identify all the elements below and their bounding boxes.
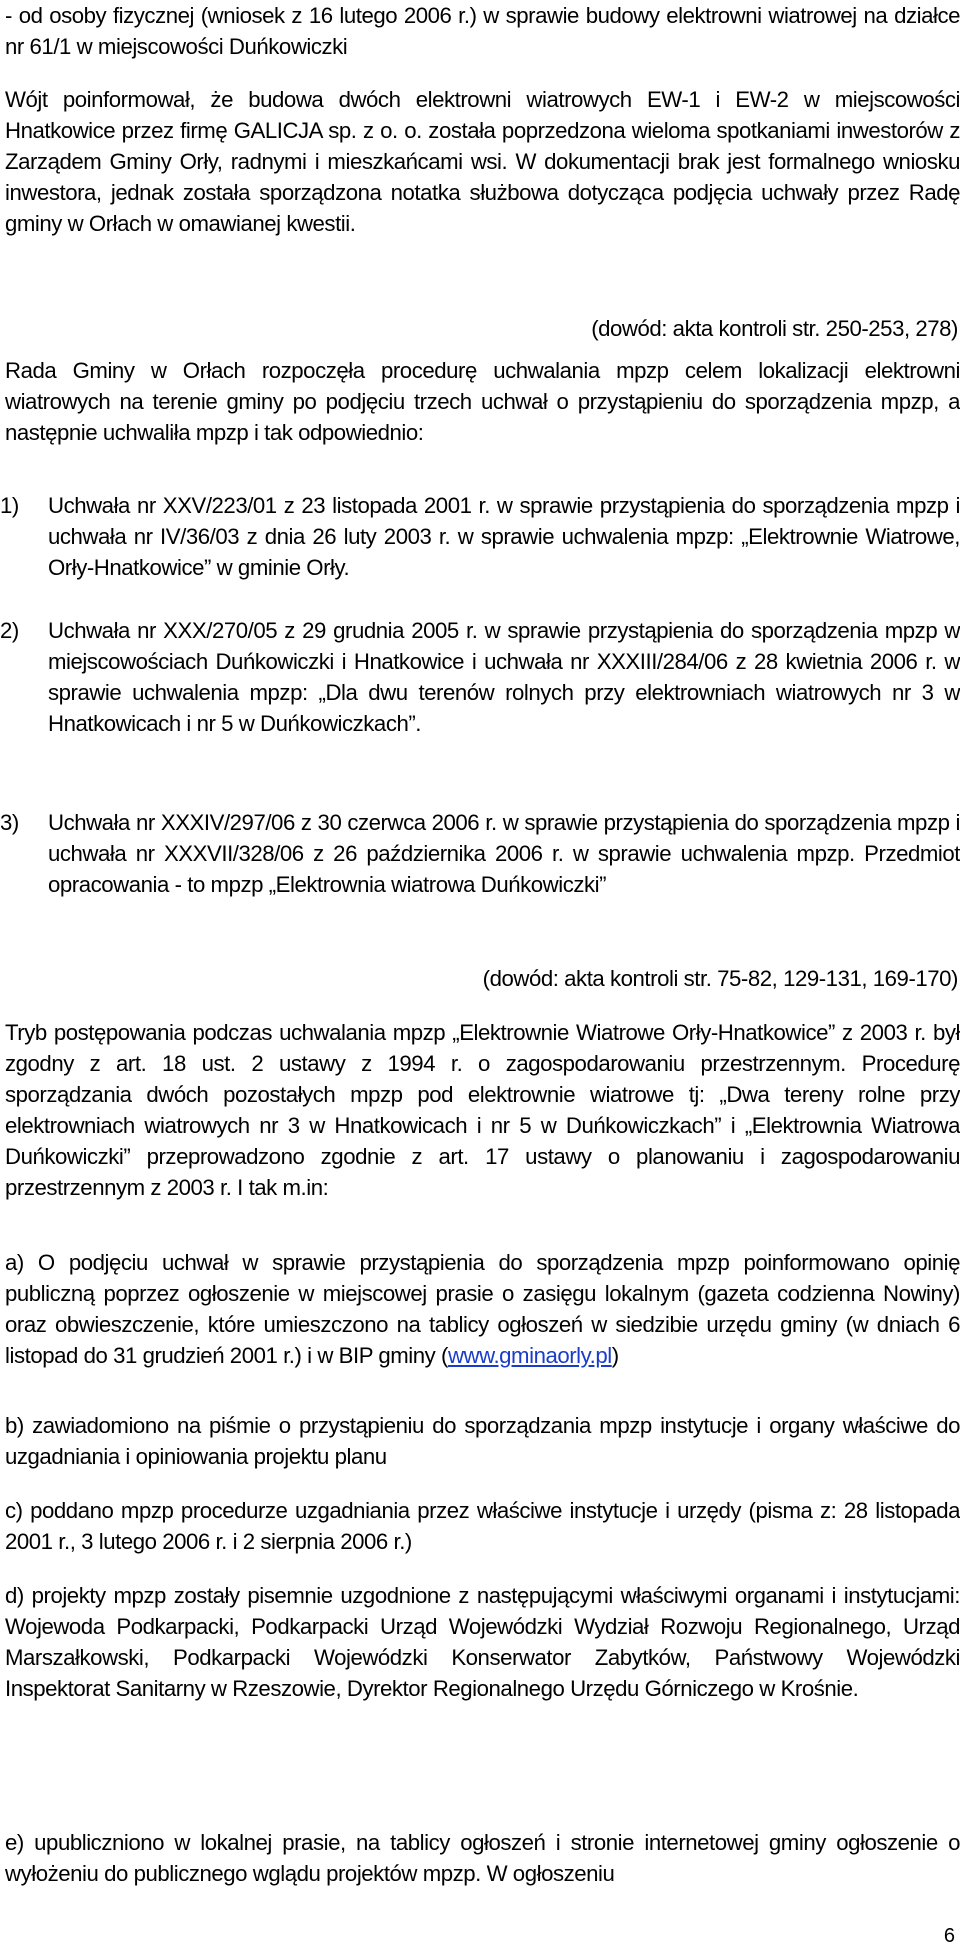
- list-item-text: Uchwała nr XXX/270/05 z 29 grudnia 2005 r. w sprawie przystąpienia do sporządzenia mpzp w miejscowościach Duńkowiczki i Hnatkowice i uchwała nr XXXIII/284/06 z 28 kwietnia 2006 r. w sprawie uchwalenia mpzp: „Dla dwu terenów rolnych przy elektrowniach wiatrowych nr 3 w Hnatkowicach i nr 5 w Duńkowiczkach”.: [48, 618, 960, 736]
- list-item: [0, 807, 960, 900]
- paragraph-procedure-mode: Tryb postępowania podczas uchwalania mpzp „Elektrownie Wiatrowe Orły-Hnatkowice” z 2003 r. był zgodny z art. 18 ust. 2 ustawy z 1994 r. o zagospodarowaniu przestrzennym. Procedurę sporządzania dwóch pozostałych mpzp pod elektrownie wiatrowe tj: „Dwa tereny rolne przy elektrowniach wiatrowych nr 3 w Hnatkowicach i nr 5 w Duńkowiczkach” i „Elektrownia Wiatrowa Duńkowiczki” przeprowadzono zgodnie z art. 17 ustawy o planowaniu i zagospodarowaniu przestrzennym z 2003 r. I tak m.in:: [5, 1020, 960, 1200]
- item-a-public-notice: [5, 1247, 960, 1371]
- item-a-text: a) O podjęciu uchwał w sprawie przystąpienia do sporządzenia mpzp poinformowano opinię publiczną poprzez ogłoszenie w miejscowej prasie o zasięgu lokalnym (gazeta codzienna Nowiny) oraz obwieszczenie, które umieszczono na tablicy ogłoszeń w siedzibie urzędu gminy (w dniach 6 listopad do 31 grudzień 2001 r.) i w BIP gminy (: [5, 1250, 960, 1368]
- paragraph-rada-procedure: Rada Gminy w Orłach rozpoczęła procedurę uchwalania mpzp celem lokalizacji elektrowni wiatrowych na terenie gminy po podjęciu trzech uchwał o przystąpieniu do sporządzenia mpzp, a następnie uchwaliła mpzp i tak odpowiednio:: [5, 358, 960, 445]
- evidence-reference-1: (dowód: akta kontroli str. 250-253, 278): [591, 316, 958, 341]
- item-e-publication: e) upubliczniono w lokalnej prasie, na tablicy ogłoszeń i stronie internetowej gminy ogłoszenie o wyłożeniu do publicznego wglądu projektów mpzp. W ogłoszeniu: [5, 1830, 960, 1886]
- item-d-agreements: d) projekty mpzp zostały pisemnie uzgodnione z następującymi właściwymi organami i instytucjami: Wojewoda Podkarpacki, Podkarpacki Urząd Wojewódzki Wydział Rozwoju Regionalnego, Urząd Marszałkowski, Podkarpacki Wojewódzki Konserwator Zabytków, Państwowy Wojewódzki Inspektorat Sanitarny w Rzeszowie, Dyrektor Regionalnego Urzędu Górniczego w Krośnie.: [5, 1583, 960, 1701]
- list-item: [0, 615, 960, 739]
- item-a-tail: ): [611, 1343, 619, 1368]
- paragraph-intro-request: - od osoby fizycznej (wniosek z 16 lutego 2006 r.) w sprawie budowy elektrowni wiatrowej na działce nr 61/1 w miejscowości Duńkowiczki: [5, 3, 960, 59]
- page-number: 6: [943, 1925, 955, 1947]
- list-number: 2): [0, 618, 19, 643]
- paragraph-wojt-information: Wójt poinformował, że budowa dwóch elektrowni wiatrowych EW-1 i EW-2 w miejscowości Hnatkowice przez firmę GALICJA sp. z o. o. została poprzedzona wieloma spotkaniami inwestorów z Zarządem Gminy Orły, radnymi i mieszkańcami wsi. W dokumentacji brak jest formalnego wniosku inwestora, jednak została sporządzona notatka służbowa dotycząca podjęcia uchwały przez Radę gminy w Orłach w omawianej kwestii.: [5, 87, 960, 236]
- list-number: 1): [0, 493, 19, 518]
- evidence-reference-2: (dowód: akta kontroli str. 75-82, 129-131, 169-170): [482, 966, 958, 991]
- item-c-agreement-procedure: c) poddano mpzp procedurze uzgadniania przez właściwe instytucje i urzędy (pisma z: 28 listopada 2001 r., 3 lutego 2006 r. i 2 sierpnia 2006 r.): [5, 1498, 960, 1554]
- bip-website-link[interactable]: www.gminaorly.pl: [447, 1343, 612, 1368]
- list-item: [0, 490, 960, 583]
- item-b-notification: b) zawiadomiono na piśmie o przystąpieniu do sporządzania mpzp instytucje i organy właściwe do uzgadniania i opiniowania projektu planu: [5, 1413, 960, 1469]
- list-item-text: Uchwała nr XXV/223/01 z 23 listopada 2001 r. w sprawie przystąpienia do sporządzenia mpzp i uchwała nr IV/36/03 z dnia 26 luty 2003 r. w sprawie uchwalenia mpzp: „Elektrownie Wiatrowe, Orły-Hnatkowice” w gminie Orły.: [48, 493, 960, 580]
- list-number: 3): [0, 810, 19, 835]
- list-item-text: Uchwała nr XXXIV/297/06 z 30 czerwca 2006 r. w sprawie przystąpienia do sporządzenia mpzp i uchwała nr XXXVII/328/06 z 26 października 2006 r. w sprawie uchwalenia mpzp. Przedmiot opracowania - to mpzp „Elektrownia wiatrowa Duńkowiczki”: [48, 810, 960, 897]
